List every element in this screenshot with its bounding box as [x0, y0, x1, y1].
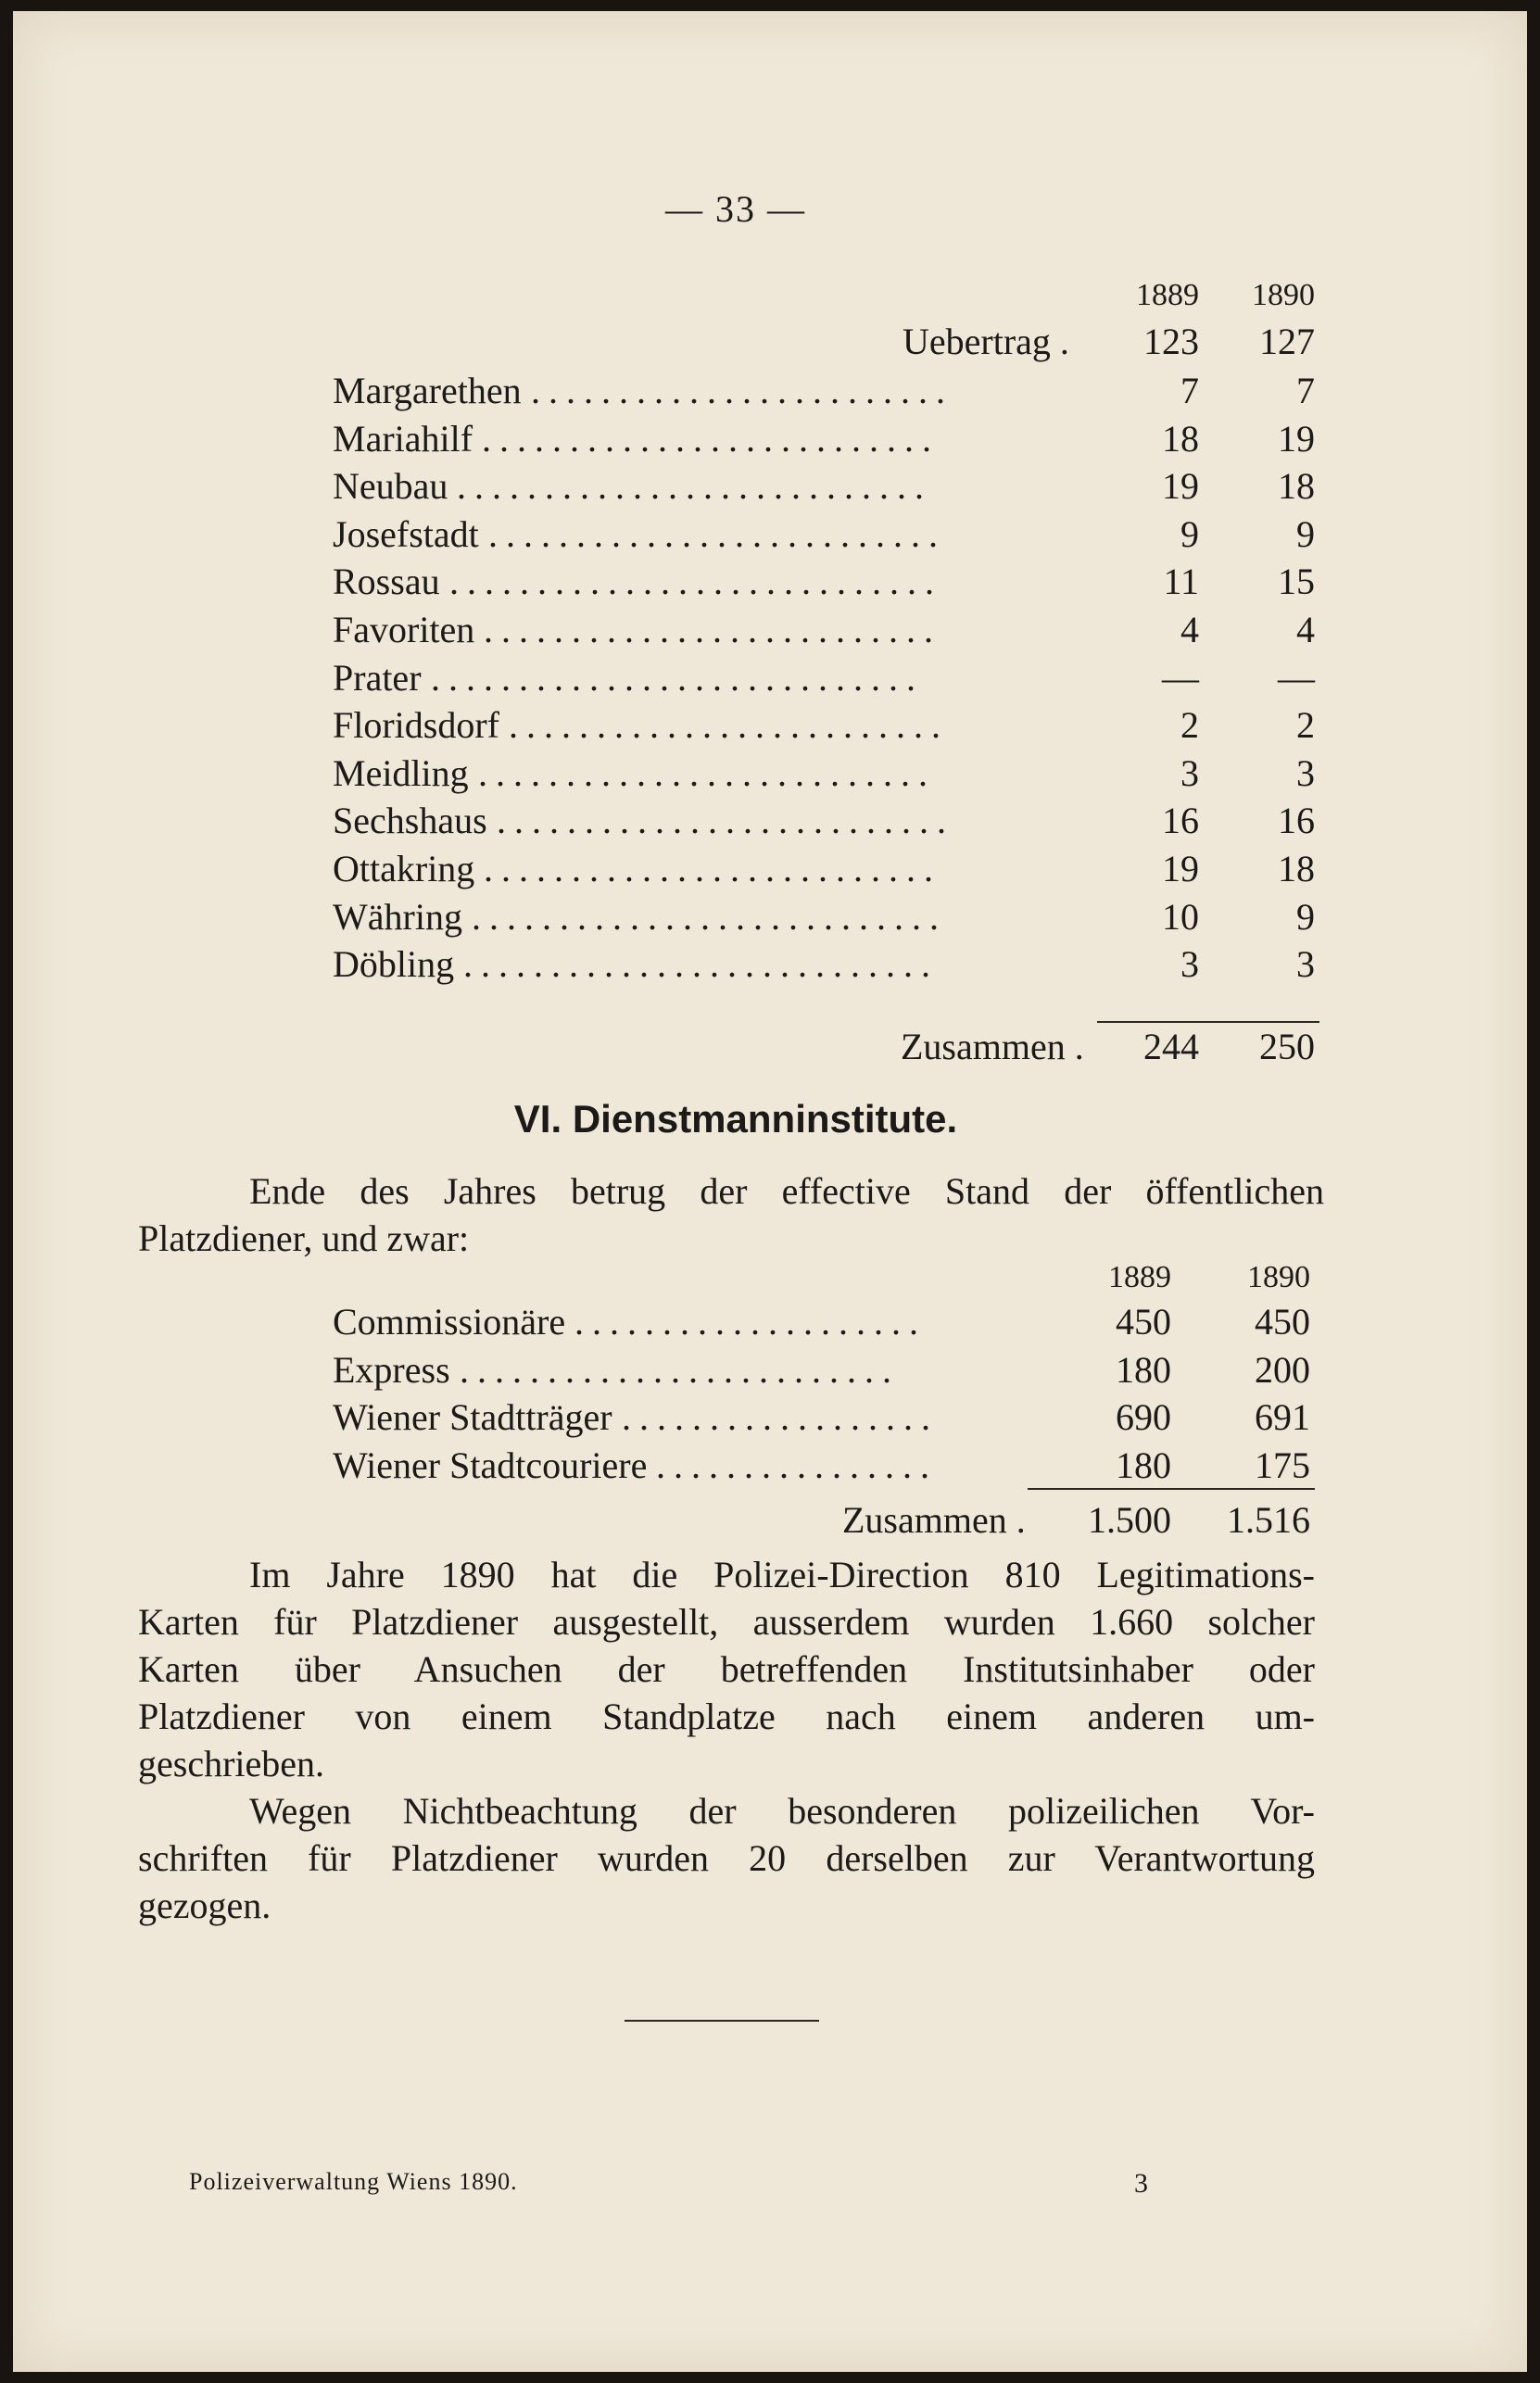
table1-total-1890: 250: [1259, 1026, 1315, 1067]
row-value-1890: 200: [1255, 1348, 1310, 1391]
row-label: Mariahilf: [333, 417, 473, 460]
table-row: [13, 941, 1527, 988]
footer-publication: Polizeiverwaltung Wiens 1890.: [189, 2168, 518, 2195]
leader-dots: ...........................: [463, 943, 939, 986]
p1-line-4: Platzdiener von einem Standplatze nach einem anderen um-: [138, 1696, 1315, 1737]
row-label: Favoriten: [333, 609, 475, 650]
row-label: Prater: [333, 656, 422, 699]
intro-paragraph: [138, 1167, 1324, 1262]
table2-total-1890: 1.516: [1227, 1499, 1310, 1541]
leader-dots: ..........................: [484, 609, 941, 650]
row-value-1890: 19: [1278, 417, 1315, 460]
row-label: Margarethen: [333, 370, 522, 411]
leader-dots: ................: [656, 1444, 938, 1486]
carry-over-1889: 123: [1143, 321, 1199, 362]
table-row: [13, 607, 1527, 653]
table-row: [13, 655, 1527, 701]
row-value-1890: 9: [1296, 512, 1315, 555]
leader-dots: ............................: [431, 656, 924, 699]
leader-dots: ....................: [574, 1301, 927, 1343]
p2-line-1: Wegen Nichtbeachtung der besonderen polizeilichen Vor-: [249, 1790, 1315, 1832]
row-value-1890: 691: [1255, 1396, 1310, 1438]
row-label: Commissionäre: [333, 1301, 566, 1343]
row-value-1890: 175: [1255, 1444, 1310, 1486]
p2-line-2: schriften für Platzdiener wurden 20 derselben zur Verantwortung: [138, 1837, 1315, 1879]
leader-dots: ..........................: [482, 417, 940, 460]
page-number: — 33 —: [665, 188, 806, 230]
table2-total-label: Zusammen .: [842, 1499, 1026, 1541]
intro-line-1: Ende des Jahres betrug der effective Stand der öffentlichen: [249, 1170, 1324, 1212]
closing-rule: [625, 2020, 819, 2022]
footer-signature: 3: [1134, 2168, 1149, 2199]
row-value-1890: 7: [1296, 370, 1315, 411]
row-value-1889: 3: [1180, 751, 1199, 794]
row-value-1890: 9: [1296, 895, 1315, 938]
row-label: Josefstadt: [333, 512, 479, 555]
leader-dots: ........................: [531, 370, 953, 411]
leader-dots: .........................: [460, 1348, 900, 1391]
table1-total-label: Zusammen .: [901, 1026, 1084, 1067]
row-value-1890: 15: [1278, 561, 1315, 603]
carry-over-label: Uebertrag .: [903, 321, 1069, 362]
row-value-1890: 4: [1296, 609, 1315, 650]
row-value-1890: —: [1278, 656, 1315, 699]
row-value-1889: 11: [1163, 561, 1199, 603]
table-row: [13, 702, 1527, 749]
row-label: Ottakring: [333, 848, 475, 889]
intro-line-2: Platzdiener, und zwar:: [138, 1217, 470, 1259]
table2-total-row: [13, 1497, 1527, 1544]
table-row: [13, 798, 1527, 844]
row-value-1889: 7: [1180, 370, 1199, 411]
leader-dots: ..................: [622, 1396, 939, 1438]
row-value-1889: 10: [1162, 895, 1199, 938]
page: [13, 11, 1527, 2372]
table1-header: [13, 272, 1527, 319]
sum-rule-2: [1028, 1488, 1315, 1490]
carry-over-1890: 127: [1259, 321, 1315, 362]
leader-dots: ...........................: [472, 895, 947, 938]
row-value-1889: 3: [1180, 943, 1199, 986]
row-value-1889: 4: [1180, 609, 1199, 650]
row-value-1889: 690: [1116, 1396, 1171, 1438]
row-value-1890: 3: [1296, 751, 1315, 794]
row-value-1889: 2: [1180, 704, 1199, 747]
table-row: [13, 1347, 1527, 1393]
row-label: Floridsdorf: [333, 704, 499, 747]
year-1889-header: 1889: [1136, 278, 1199, 312]
p1-line-3: Karten über Ansuchen der betreffenden Institutsinhaber oder: [138, 1648, 1315, 1690]
row-value-1889: —: [1162, 656, 1199, 699]
row-value-1889: 19: [1162, 848, 1199, 889]
p2-line-3: gezogen.: [138, 1885, 271, 1926]
row-value-1889: 18: [1162, 417, 1199, 460]
table-row: [13, 846, 1527, 892]
row-label: Währing: [333, 895, 462, 938]
carry-over-row: [13, 319, 1527, 365]
row-label: Rossau: [333, 561, 440, 603]
table-row: [13, 511, 1527, 558]
row-label: Wiener Stadtcouriere: [333, 1444, 648, 1486]
row-label: Express: [333, 1348, 450, 1391]
sum-rule-1: [1097, 1021, 1319, 1023]
table-row: [13, 894, 1527, 940]
table-row: [13, 1394, 1527, 1441]
leader-dots: ..........................: [488, 512, 946, 555]
table2-total-1889: 1.500: [1088, 1499, 1171, 1541]
row-value-1890: 18: [1278, 848, 1315, 889]
t2-year-1890-header: 1890: [1247, 1260, 1310, 1294]
table-row: [13, 1299, 1527, 1345]
row-value-1889: 16: [1162, 800, 1199, 842]
leader-dots: ............................: [449, 561, 942, 603]
row-label: Wiener Stadtträger: [333, 1396, 612, 1438]
paragraph-1: [138, 1551, 1315, 1787]
row-value-1890: 3: [1296, 943, 1315, 986]
t2-year-1889-header: 1889: [1108, 1260, 1171, 1294]
row-label: Neubau: [333, 465, 448, 508]
table1-total-1889: 244: [1143, 1026, 1199, 1067]
row-value-1890: 450: [1255, 1301, 1310, 1343]
row-value-1889: 19: [1162, 465, 1199, 508]
leader-dots: .........................: [509, 704, 949, 747]
table-row: [13, 368, 1527, 414]
row-value-1889: 180: [1116, 1348, 1171, 1391]
leader-dots: ..........................: [497, 800, 954, 842]
year-1890-header: 1890: [1252, 278, 1315, 312]
row-value-1889: 180: [1116, 1444, 1171, 1486]
row-value-1890: 16: [1278, 800, 1315, 842]
table-row: [13, 1443, 1527, 1489]
section-heading: VI. Dienstmanninstitute.: [513, 1097, 958, 1141]
table-row: [13, 750, 1527, 797]
table-row: [13, 416, 1527, 462]
paragraph-2: [138, 1787, 1315, 1929]
p1-line-1: Im Jahre 1890 hat die Polizei-Direction 810 Legitimations-: [249, 1554, 1315, 1595]
row-value-1889: 450: [1116, 1301, 1171, 1343]
p1-line-5: geschrieben.: [138, 1743, 325, 1784]
row-label: Döbling: [333, 943, 455, 986]
leader-dots: ...........................: [457, 465, 932, 508]
table1-total-row: [13, 1024, 1527, 1070]
row-label: Sechshaus: [333, 800, 487, 842]
table-row: [13, 559, 1527, 605]
leader-dots: ..........................: [484, 848, 941, 889]
row-value-1889: 9: [1180, 512, 1199, 555]
row-value-1890: 18: [1278, 465, 1315, 508]
row-label: Meidling: [333, 751, 469, 794]
table2-header: [13, 1255, 1527, 1301]
table-row: [13, 463, 1527, 510]
p1-line-2: Karten für Platzdiener ausgestellt, ausserdem wurden 1.660 solcher: [138, 1601, 1315, 1643]
leader-dots: ..........................: [478, 751, 936, 794]
row-value-1890: 2: [1296, 704, 1315, 747]
